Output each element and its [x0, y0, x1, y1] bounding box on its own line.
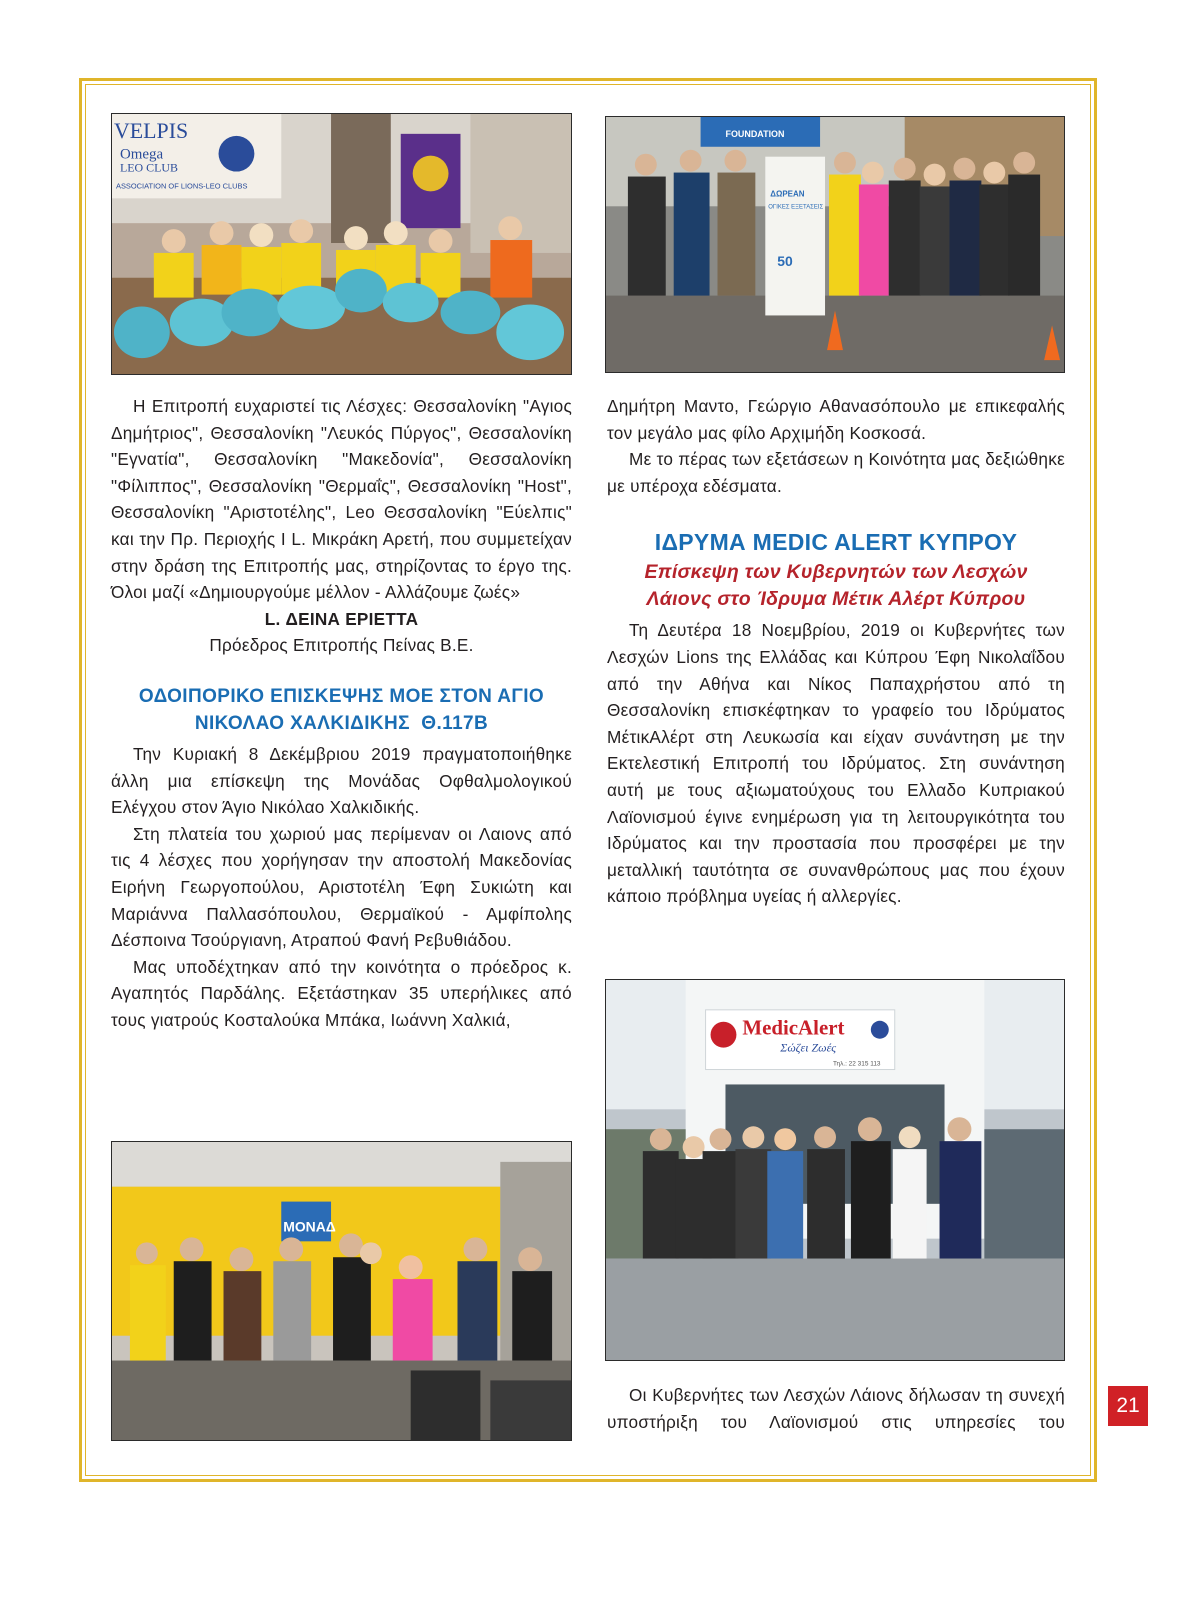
photo-leo-club-donation — [111, 113, 572, 375]
article-heading-line2: ΝΙΚΟΛΑΟ ΧΑΛΚΙΔΙΚΗΣ Θ.117Β — [194, 712, 489, 734]
banner-omega-text: Omega — [119, 146, 164, 163]
banner-association-text: ASSOCIATION OF LIONS-LEO CLUBS — [115, 181, 248, 191]
medic-alert-paragraph-1: Τη Δευτέρα 18 Νοεμβρίου, 2019 οι Κυβερνήτες των Λεσχών Lions της Ελλάδας και Κύπρου Έφη Νικολαΐδου από την Αθήνα και Νίκος Παπαχρήστου από τη Θεσσαλονίκη επισκέφτηκαν το γραφείο του Ιδρύματος ΜέτικΑλέρτ στη Λευκωσία και είχαν συνάντηση με την Εκτελεστική Επιτροπή του Ιδρύματος. Στη συνάντηση αυτή με τους αξιωματούχους του Ελλαδο Κυπριακού Λαϊονισμού έγινε ενημέρωση για τη λειτουργικότητα του Ιδρύματος και την προστασία που προσφέρει με την μεταλλική ταυτότητα σε συνανθρώπους μας που έχουν κάποιο πρόβλημα υγείας ή αλλεργίες. — [607, 620, 1065, 907]
svg-text:ΔΩΡΕΑΝ: ΔΩΡΕΑΝ — [770, 189, 805, 199]
leo-logo-icon — [219, 136, 255, 172]
page-number-badge: 21 — [1108, 1386, 1148, 1426]
article-paragraph-1: Την Κυριακή 8 Δεκέμβριου 2019 πραγματοποιήθηκε άλλη μια επίσκεψη της Μονάδας Οφθαλμολογικού Ελέγχου στον Άγιο Νικόλαο Χαλκιδικής. — [111, 743, 572, 818]
svg-text:50: 50 — [777, 252, 793, 269]
article-paragraph-2: Στη πλατεία του χωριού μας περίμεναν οι Λαιονς από τις 4 λέσχες που χορήγησαν την αποστολή Μακεδονίας Ειρήνη Γεωργοπούλου, Αριστοτέλη Έφη Συκιώτη και Μαριάννα Παλλασόπουλου, Θερμαϊκού - Αμφίπολης Δέσποινα Τσούργιανη, Ατραπού Φανή Ρεβυθιάδου. — [111, 823, 572, 951]
medic-alert-sign-title: MedicAlert — [742, 1015, 845, 1040]
right-text-column-bottom — [607, 1382, 1065, 1435]
signature-name: L. ΔΕΙΝΑ ΕΡΙΕΤΤΑ — [264, 608, 419, 629]
medic-alert-sign-subtitle: Σώζει Ζωές — [780, 1040, 837, 1055]
right-text-column-top — [607, 393, 1065, 910]
medic-alert-sign-phone: Τηλ.: 22 315 113 — [833, 1060, 881, 1068]
medic-alert-subheading-line1: Επίσκεψη των Κυβερνητών των Λεσχών — [644, 561, 1028, 584]
medic-alert-heading: ΙΔΡΥΜΑ MEDIC ALERT ΚΥΠΡΟΥ — [654, 529, 1018, 556]
article-heading-line1: ΟΔΟΙΠΟΡΙΚΟ ΕΠΙΣΚΕΨΗΣ ΜΟΕ ΣΤΟΝ ΑΓΙΟ — [138, 685, 545, 707]
medical-symbol-icon — [711, 1022, 737, 1048]
lions-logo-icon — [871, 1021, 889, 1039]
closing-paragraph: Με το πέρας των εξετάσεων η Κοινότητα μας δεξιώθηκε με υπέροχα εδέσματα. — [607, 449, 1065, 496]
foundation-sign-top: FOUNDATION — [725, 128, 785, 139]
bus-text: ΜΟΝΑΔ — [283, 1218, 336, 1235]
chair — [411, 1370, 481, 1440]
chair — [490, 1380, 571, 1440]
signature-role: Πρόεδρος Επιτροπής Πείνας Β.Ε. — [209, 635, 474, 656]
continued-paragraph: Δημήτρη Μαντο, Γεώργιο Αθανασόπουλο με επικεφαλής τον μεγάλο μας φίλο Αρχιμήδη Κοσκοσά. — [607, 396, 1065, 443]
photo-medic-alert-office — [605, 979, 1065, 1361]
photo-foundation-group — [605, 116, 1065, 373]
left-text-column — [111, 393, 572, 1033]
article-paragraph-3: Μας υποδέχτηκαν από την κοινότητα ο πρόεδρος κ. Αγαπητός Παρδάλης. Εξετάστηκαν 35 υπερήλικες από τους γιατρούς Κοσταλούκα Μπάκα, Ιωάννη Χαλκιά, — [111, 956, 572, 1030]
banner-leo-club-text: LEO CLUB — [119, 160, 178, 175]
photo-mobile-unit-group — [111, 1141, 572, 1441]
banner-velpis-text: VELPIS — [113, 118, 189, 143]
medic-alert-paragraph-2: Οι Κυβερνήτες των Λεσχών Λάιονς δήλωσαν τη συνεχή υποστήριξη του Λαϊονισμού στις υπηρεσίες του — [607, 1385, 1065, 1432]
thanks-paragraph: Η Επιτροπή ευχαριστεί τις Λέσχες: Θεσσαλονίκη "Αγιος Δημήτριος", Θεσσαλονίκη "Λευκός Πύργος", Θεσσαλονίκη "Εγνατία", Θεσσαλονίκη "Μακεδονία", Θεσσαλονίκη "Φίλιππος", Θεσσαλονίκη "Θερμαΐς", Θεσσαλονίκη "Host", Θεσσαλονίκη "Αριστοτέλης", Leo Θεσσαλονίκη "Εύελπις" και την Πρ. Περιοχής Ι L. Μικράκη Αρετή, που συμμετείχαν στην δράση της Επιτροπής μας, στηρίζοντας το έργο της. Όλοι μαζί «Δημιουργούμε μέλλον - Αλλάζουμε ζωές» — [111, 396, 572, 603]
foundation-stand-sign — [765, 157, 825, 316]
svg-text:ΟΓΙΚΕΣ ΕΞΕΤΑΣΕΙΣ: ΟΓΙΚΕΣ ΕΞΕΤΑΣΕΙΣ — [768, 204, 824, 211]
medic-alert-subheading-line2: Λάιονς στο Ίδρυμα Μέτικ Αλέρτ Κύπρου — [646, 588, 1026, 611]
